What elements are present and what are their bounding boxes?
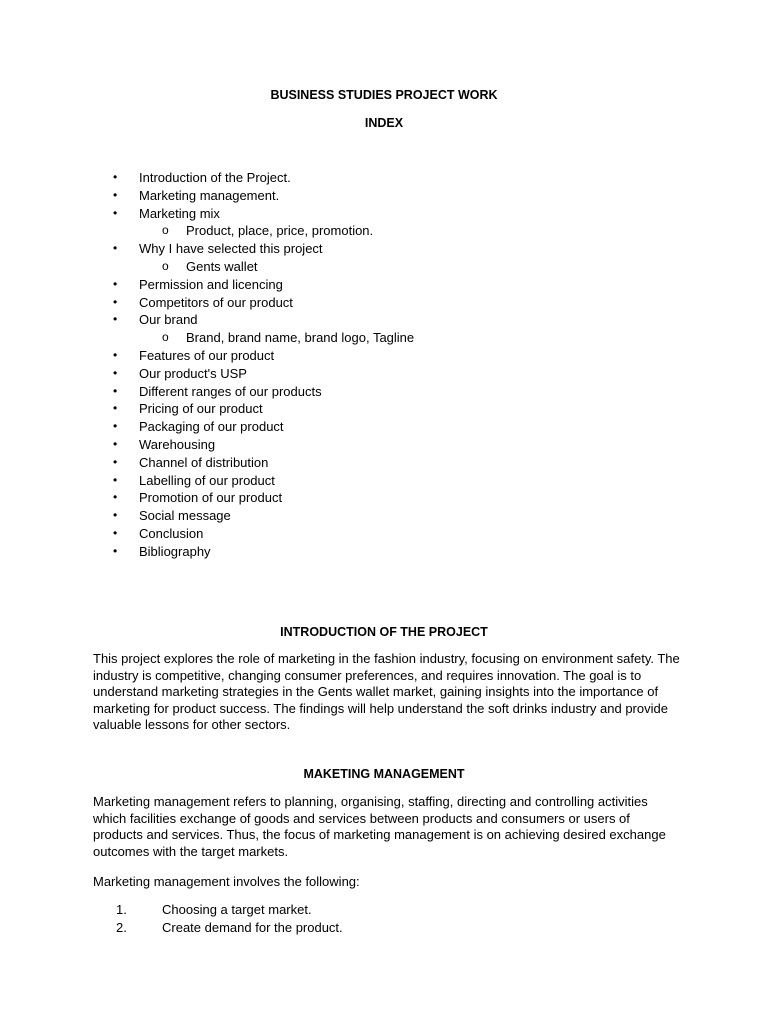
sub-bullet-icon: o (162, 223, 169, 238)
index-item-text: Competitors of our product (139, 294, 293, 310)
bullet-icon: • (113, 187, 118, 202)
index-item-text: Channel of distribution (139, 454, 269, 470)
index-heading: INDEX (364, 116, 404, 130)
index-item-text: Our brand (139, 312, 198, 328)
bullet-icon: • (113, 436, 118, 451)
index-item-text: Packaging of our product (139, 419, 284, 435)
index-item-text: Labelling of our product (139, 472, 275, 488)
index-item-text: Introduction of the Project. (139, 170, 291, 185)
bullet-icon: • (113, 490, 118, 505)
list-item-text: Create demand for the product. (162, 919, 343, 935)
index-item-text: Warehousing (139, 436, 216, 452)
document-title: BUSINESS STUDIES PROJECT WORK (270, 88, 498, 102)
index-item-text: Permission and licencing (139, 276, 283, 292)
bullet-icon: • (113, 276, 118, 291)
index-item-text: Different ranges of our products (139, 383, 322, 399)
introduction-heading: INTRODUCTION OF THE PROJECT (280, 625, 488, 639)
index-item-text: Brand, brand name, brand logo, Tagline (186, 330, 415, 346)
bullet-icon: • (113, 401, 118, 416)
bullet-icon: • (113, 383, 118, 398)
index-item-text: Social message (139, 508, 231, 524)
list-item-number: 2. (116, 919, 127, 935)
bullet-icon: • (113, 205, 118, 220)
bullet-icon: • (113, 543, 118, 558)
index-item-text: Why I have selected this project (139, 241, 323, 257)
index-item-text: Promotion of our product (139, 490, 283, 506)
bullet-icon: • (113, 241, 118, 256)
index-item-text: Features of our product (139, 347, 275, 363)
bullet-icon: • (113, 347, 118, 362)
index-item-text: Conclusion (139, 525, 204, 541)
bullet-icon: • (113, 472, 118, 487)
index-item-text: Product, place, price, promotion. (186, 223, 374, 239)
bullet-icon: • (113, 454, 118, 469)
bullet-icon: • (113, 365, 118, 380)
list-item-number: 1. (116, 902, 127, 917)
introduction-paragraph: This project explores the role of marketing in the fashion industry, focusing on environment safety. The industry is competitive, changing consumer preferences, and requires innovation. The goal is to understand marketing strategies in the Gents wallet market, gaining insights into the importance of marketing for product success. The findings will help understand the soft drinks industry and provide valuable lessons for other sectors. (93, 651, 680, 733)
index-item-text: Our product's USP (139, 365, 247, 381)
bullet-icon: • (113, 312, 118, 327)
bullet-icon: • (113, 294, 118, 309)
marketing-management-paragraph: Marketing management refers to planning, organising, staffing, directing and controlling activities which facilities exchange of goods and services between products and consumers or users of products and services. Thus, the focus of marketing management is on achieving desired exchange outcomes with the target markets. (93, 794, 666, 859)
bullet-icon: • (113, 508, 118, 523)
index-item-text: Marketing management. (139, 187, 280, 203)
marketing-management-lead-in: Marketing management involves the following: (93, 874, 360, 889)
index-item-text: Pricing of our product (139, 401, 263, 417)
bullet-icon: • (113, 525, 118, 540)
index-item-text: Bibliography (139, 543, 211, 559)
sub-bullet-icon: o (162, 330, 169, 345)
list-item-text: Choosing a target market. (162, 902, 312, 917)
index-item-text: Marketing mix (139, 205, 220, 221)
sub-bullet-icon: o (162, 258, 169, 273)
marketing-management-heading: MAKETING MANAGEMENT (303, 767, 465, 781)
index-item-text: Gents wallet (186, 258, 258, 274)
bullet-icon: • (113, 419, 118, 434)
bullet-icon: • (113, 170, 118, 184)
